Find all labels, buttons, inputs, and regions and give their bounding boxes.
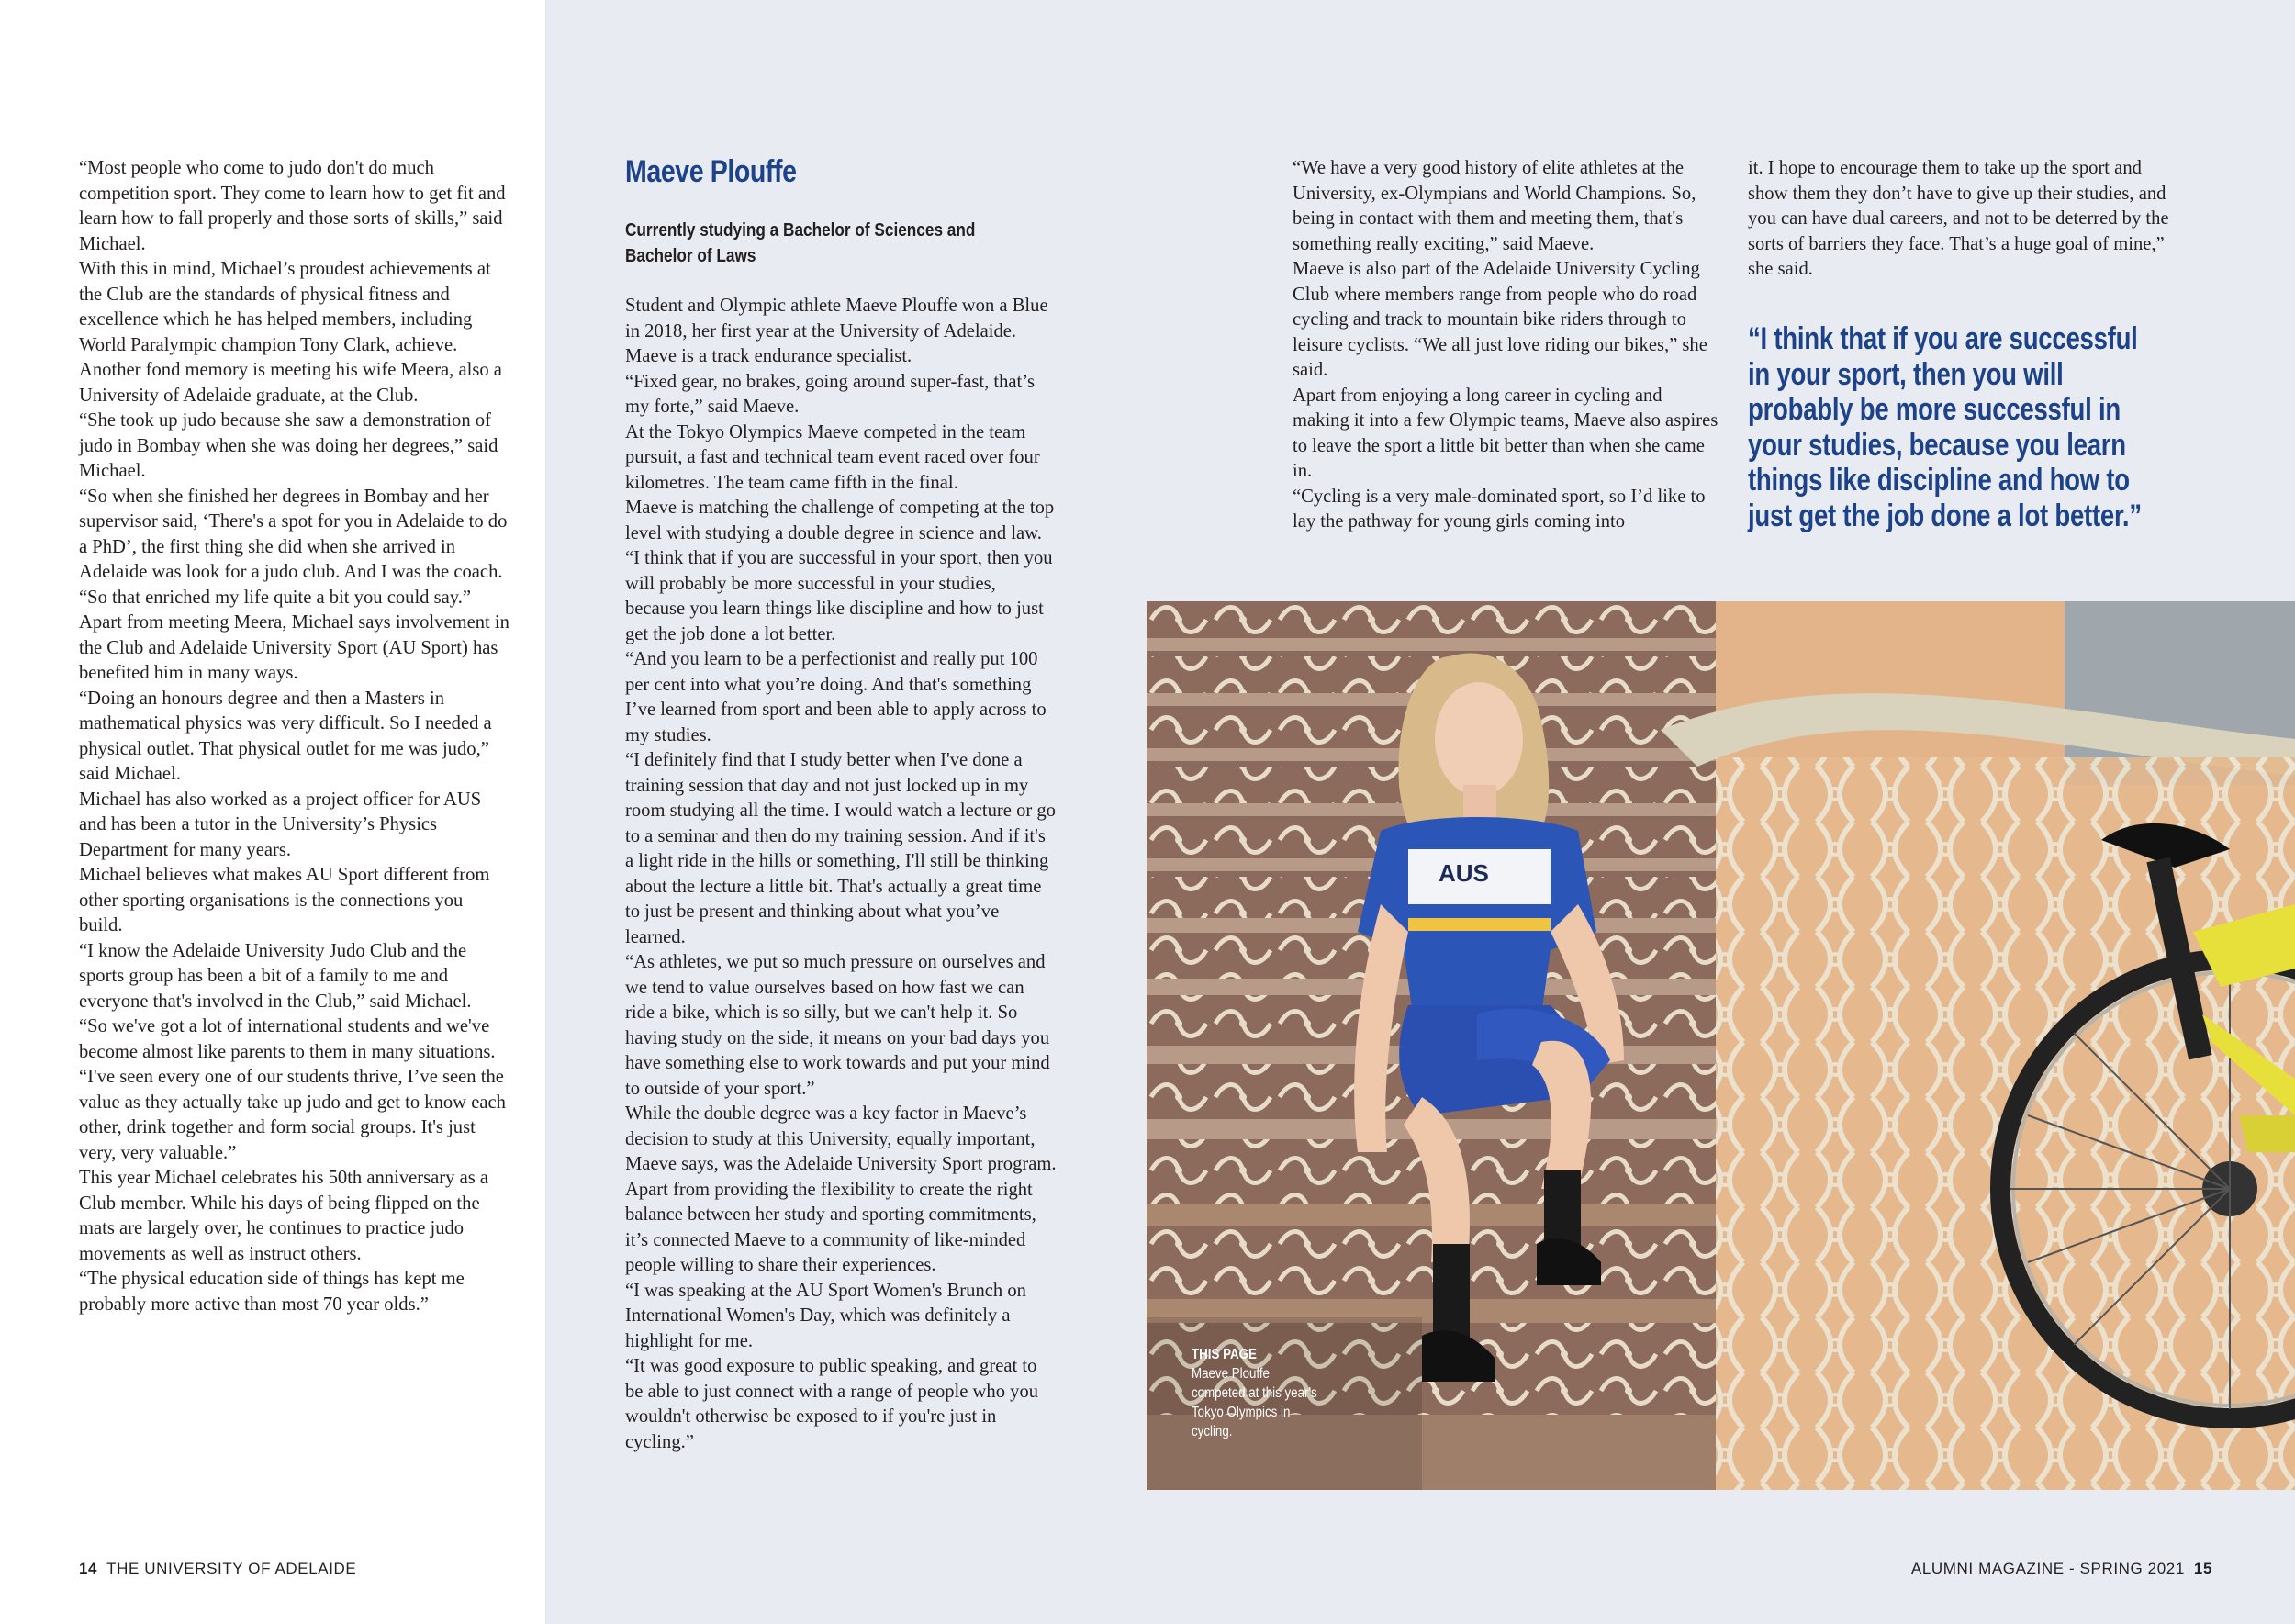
- body-paragraph: “It was good exposure to public speaking, and great to be able to just connect with a range of people who you wouldn't otherwise be exposed to if you're just in cycling.”: [625, 1356, 1039, 1452]
- article-subhead: Currently studying a Bachelor of Sciences and Bachelor of Laws: [625, 220, 976, 266]
- body-paragraph: “And you learn to be a perfectionist and really put 100 per cent into what you’re doing. And that's something I’ve learned from sport and been able to apply across to my studies.: [625, 649, 1047, 745]
- body-paragraph: Another fond memory is meeting his wife Meera, also a University of Adelaide graduate, at the Club.: [79, 360, 502, 406]
- body-paragraph: Student and Olympic athlete Maeve Plouffe won a Blue in 2018, her first year at the University of Adelaide. Maeve is a track endurance specialist.: [625, 296, 1048, 366]
- body-paragraph: “We have a very good history of elite athletes at the University, ex-Olympians and World Champions. So, being in contact with them and meeting them, that's something really exciting,” said Maeve.: [1293, 158, 1696, 254]
- body-paragraph: Maeve is also part of the Adelaide University Cycling Club where members range from people who do road cycling and track to mountain bike riders through to leisure cyclists. “We all just love riding our bikes,” she said.: [1293, 259, 1707, 380]
- right-footer: [1911, 1560, 2212, 1578]
- body-paragraph: Apart from enjoying a long career in cycling and making it into a few Olympic teams, Maeve also aspires to leave the sport a little bit better than when she came in.: [1293, 385, 1718, 481]
- body-paragraph: With this in mind, Michael’s proudest achievements at the Club are the standards of physical fitness and excellence which he has helped members, including World Paralympic champion Tony Clark, achieve.: [79, 259, 491, 355]
- body-paragraph: “As athletes, we put so much pressure on ourselves and we tend to value ourselves based on how fast we can ride a bike, which is so silly, but we can't help it. So having study on the side, it means on your bad days you have something else to work towards and put your mind to outside of your sport.”: [625, 952, 1050, 1099]
- article-main-column: [625, 294, 1057, 1455]
- photo-caption: [1192, 1345, 1326, 1441]
- body-paragraph: At the Tokyo Olympics Maeve competed in the team pursuit, a fast and technical team event raced over four kilometres. The team came fifth in the final.: [625, 421, 1040, 493]
- body-paragraph: “I've seen every one of our students thrive, I’ve seen the value as they actually take up judo and get to know each other, drink together and form social groups. It's just very, very valuable.”: [79, 1067, 506, 1163]
- article-headline: Maeve Plouffe: [625, 154, 797, 189]
- left-page: [0, 0, 545, 1624]
- page-number: 14: [79, 1560, 98, 1577]
- body-paragraph: “The physical education side of things has kept me probably more active than most 70 year olds.”: [79, 1269, 465, 1315]
- body-paragraph: “Doing an honours degree and then a Masters in mathematical physics was very difficult. So I needed a physical outlet. That physical outlet for me was judo,” said Michael.: [79, 688, 492, 784]
- left-body-column: [79, 156, 510, 1317]
- article-column-three: [1293, 156, 1719, 535]
- body-paragraph: Michael believes what makes AU Sport different from other sporting organisations is the connections you build.: [79, 865, 490, 935]
- body-paragraph: Michael has also worked as a project officer for AUS and has been a tutor in the University’s Physics Department for many years.: [79, 789, 482, 860]
- body-paragraph: “Fixed gear, no brakes, going around super-fast, that’s my forte,” said Maeve.: [625, 371, 1035, 417]
- publication-title: THE UNIVERSITY OF ADELAIDE: [106, 1560, 357, 1577]
- body-paragraph: “I was speaking at the AU Sport Women's Brunch on International Women's Day, which was definitely a highlight for me.: [625, 1280, 1026, 1351]
- body-paragraph: “She took up judo because she saw a demonstration of judo in Bombay when she was doing her degrees,” said Michael.: [79, 410, 498, 481]
- body-paragraph: it. I hope to encourage them to take up the sport and show them they don’t have to give up their studies, and you can have dual careers, and not to be deterred by the sorts of barriers they face. That’s a huge goal of mine,” she said.: [1748, 158, 2169, 279]
- page-number: 15: [2193, 1560, 2212, 1577]
- left-footer: [79, 1560, 356, 1578]
- body-paragraph: “So when she finished her degrees in Bombay and her supervisor said, ‘There's a spot for you in Adelaide to do a PhD’, the first thing she did when she arrived in Adelaide was look for a judo club. And I was the coach.: [79, 486, 508, 582]
- body-paragraph: “Cycling is a very male-dominated sport, so I’d like to lay the pathway for young girls coming into: [1293, 486, 1706, 532]
- body-paragraph: While the double degree was a key factor in Maeve’s decision to study at this University, equally important, Maeve says, was the Adelaide University Sport program. Apart from providing the flexibility to create the right balance between her study and sporting commitments, it’s connected Maeve to a community of like-minded people willing to share their experiences.: [625, 1103, 1057, 1275]
- article-column-four: [1748, 156, 2179, 283]
- body-paragraph: “Most people who come to judo don't do much competition sport. They come to learn how to get fit and learn how to fall properly and those sorts of skills,” said Michael.: [79, 158, 506, 254]
- caption-title: THIS PAGE: [1192, 1347, 1257, 1362]
- jersey-text: AUS: [1439, 859, 1489, 887]
- body-paragraph: Maeve is matching the challenge of competing at the top level with studying a double degree in science and law.: [625, 498, 1055, 543]
- body-paragraph: “I know the Adelaide University Judo Club and the sports group has been a bit of a family to me and everyone that's involved in the Club,” said Michael.: [79, 940, 472, 1012]
- pull-quote: “I think that if you are successful in your sport, then you will probably be more successful in your studies, because you learn things like discipline and how to just get the job done a lot better.”: [1748, 321, 2142, 533]
- body-paragraph: This year Michael celebrates his 50th anniversary as a Club member. While his days of being flipped on the mats are largely over, he continues to practice judo movements as well as instruct others.: [79, 1168, 489, 1264]
- caption-text: Maeve Plouffe competed at this year's Tokyo Olympics in cycling.: [1192, 1366, 1317, 1439]
- publication-title: ALUMNI MAGAZINE - SPRING 2021: [1910, 1560, 2185, 1577]
- body-paragraph: “I definitely find that I study better when I've done a training session that day and not just locked up in my room studying all the time. I would watch a lecture or go to a seminar and then do my training session. And if it's a light ride in the hills or something, I'll still be thinking about the lecture a little bit. That's actually a great time to just be present and thinking about what you’ve learned.: [625, 750, 1056, 947]
- body-paragraph: “So we've got a lot of international students and we've become almost like parents to them in many situations.: [79, 1016, 496, 1062]
- body-paragraph: “So that enriched my life quite a bit you could say.”: [79, 587, 472, 608]
- body-paragraph: Apart from meeting Meera, Michael says involvement in the Club and Adelaide University Sport (AU Sport) has benefited him in many ways.: [79, 612, 509, 683]
- body-paragraph: “I think that if you are successful in your sport, then you will probably be more successful in your studies, because you learn things like discipline and how to just get the job done a lot better.: [625, 548, 1053, 644]
